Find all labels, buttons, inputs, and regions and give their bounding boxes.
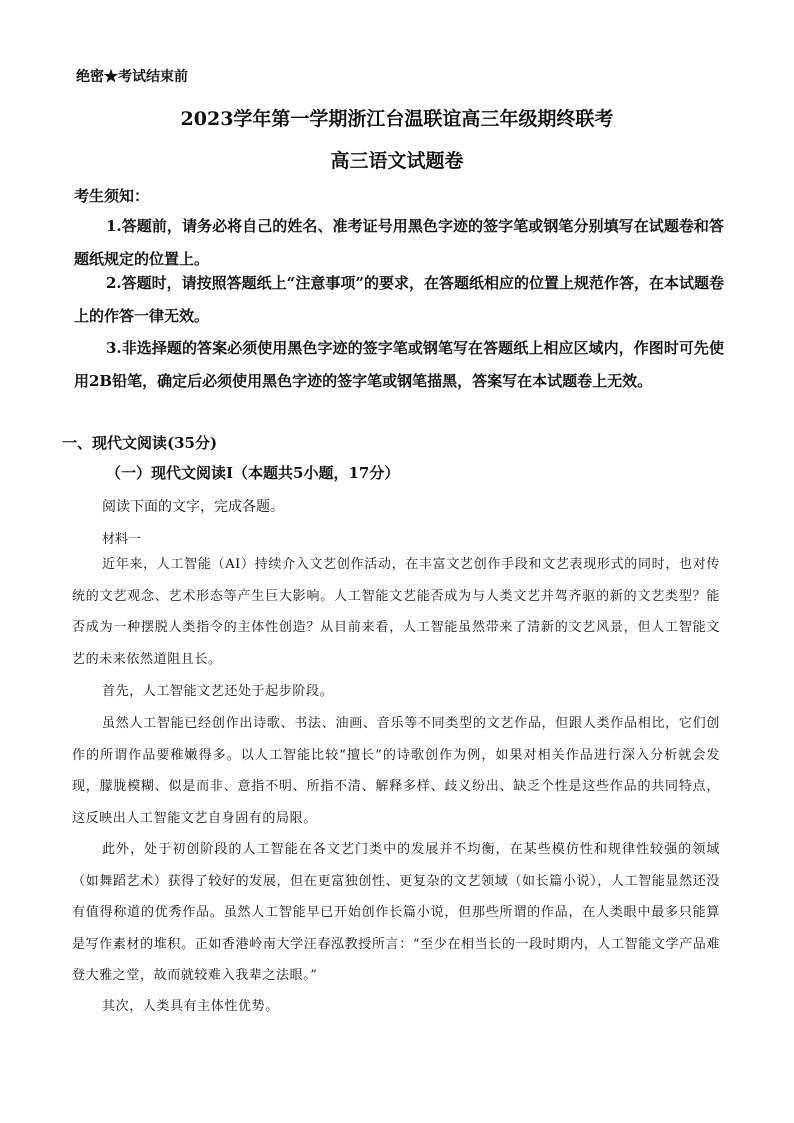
paragraph-2: 首先，人工智能文艺还处于起步阶段。 bbox=[102, 684, 334, 699]
reading-prompt: 阅读下面的文字，完成各题。 bbox=[102, 499, 284, 515]
exam-subtitle: 高三语文试题卷 bbox=[330, 150, 464, 172]
subsection-heading: （一）现代文阅读Ⅰ（本题共5小题，17分） bbox=[106, 464, 400, 482]
paragraph-3: 虽然人工智能已经创作出诗歌、书法、油画、音乐等不同类型的文艺作品，但跟人类作品相比，它们创作的所谓作品要稚嫩得多。以人工智能比较“擅长”的诗歌创作为例，如果对相关作品进行深入分析就会发现，朦胧模糊、似是而非、意指不明、所指不清、解释多样、歧义纷出、缺乏个性是这些作品的共同特点，这反映出人工智能文艺自身固有的局限。 bbox=[72, 716, 720, 826]
section-heading: 一、现代文阅读(35分) bbox=[62, 434, 218, 452]
notice-heading: 考生须知： bbox=[74, 187, 150, 205]
notice-item-1: 1.答题前，请务必将自己的姓名、准考证号用黑色字迹的签字笔或钢笔分别填写在试题卷和答题纸规定的位置上。 bbox=[74, 217, 724, 268]
paragraph-1: 近年来，人工智能（AI）持续介入文艺创作活动，在丰富文艺创作手段和文艺表现形式的同时，也对传统的文艺观念、艺术形态等产生巨大影响。人工智能文艺能否成为与人类文艺并驾齐驱的新的文艺类型？能否成为一种摆脱人类指令的主体性创造？从目前来看，人工智能虽然带来了清新的文艺风景，但人工智能文艺的未来依然道阻且长。 bbox=[72, 557, 720, 667]
exam-title: 2023学年第一学期浙江台温联谊高三年级期终联考 bbox=[180, 108, 614, 130]
paragraph-4: 此外，处于初创阶段的人工智能在各文艺门类中的发展并不均衡，在某些模仿性和规律性较强的领域（如舞蹈艺术）获得了较好的发展，但在更富独创性、更复杂的文艺领域（如长篇小说），人工智能显然还没有值得称道的优秀作品。虽然人工智能早已开始创作长篇小说，但那些所谓的作品，在人类眼中最多只能算是写作素材的堆积。正如香港岭南大学汪春泓教授所言：“至少在相当长的一段时期内，人工智能文学产品难登大雅之堂，故而就较难入我辈之法眼。” bbox=[72, 842, 720, 983]
notice-item-2: 2.答题时，请按照答题纸上“注意事项”的要求，在答题纸相应的位置上规范作答，在本试题卷上的作答一律无效。 bbox=[74, 274, 724, 325]
material-label: 材料一 bbox=[102, 532, 142, 547]
notice-item-3: 3.非选择题的答案必须使用黑色字迹的签字笔或钢笔写在答题纸上相应区域内，作图时可先使用2B铅笔，确定后必须使用黑色字迹的签字笔或钢笔描黑，答案写在本试题卷上无效。 bbox=[74, 339, 724, 390]
paragraph-5: 其次，人类具有主体性优势。 bbox=[102, 999, 279, 1014]
confidential-label: 绝密★考试结束前 bbox=[76, 69, 188, 85]
